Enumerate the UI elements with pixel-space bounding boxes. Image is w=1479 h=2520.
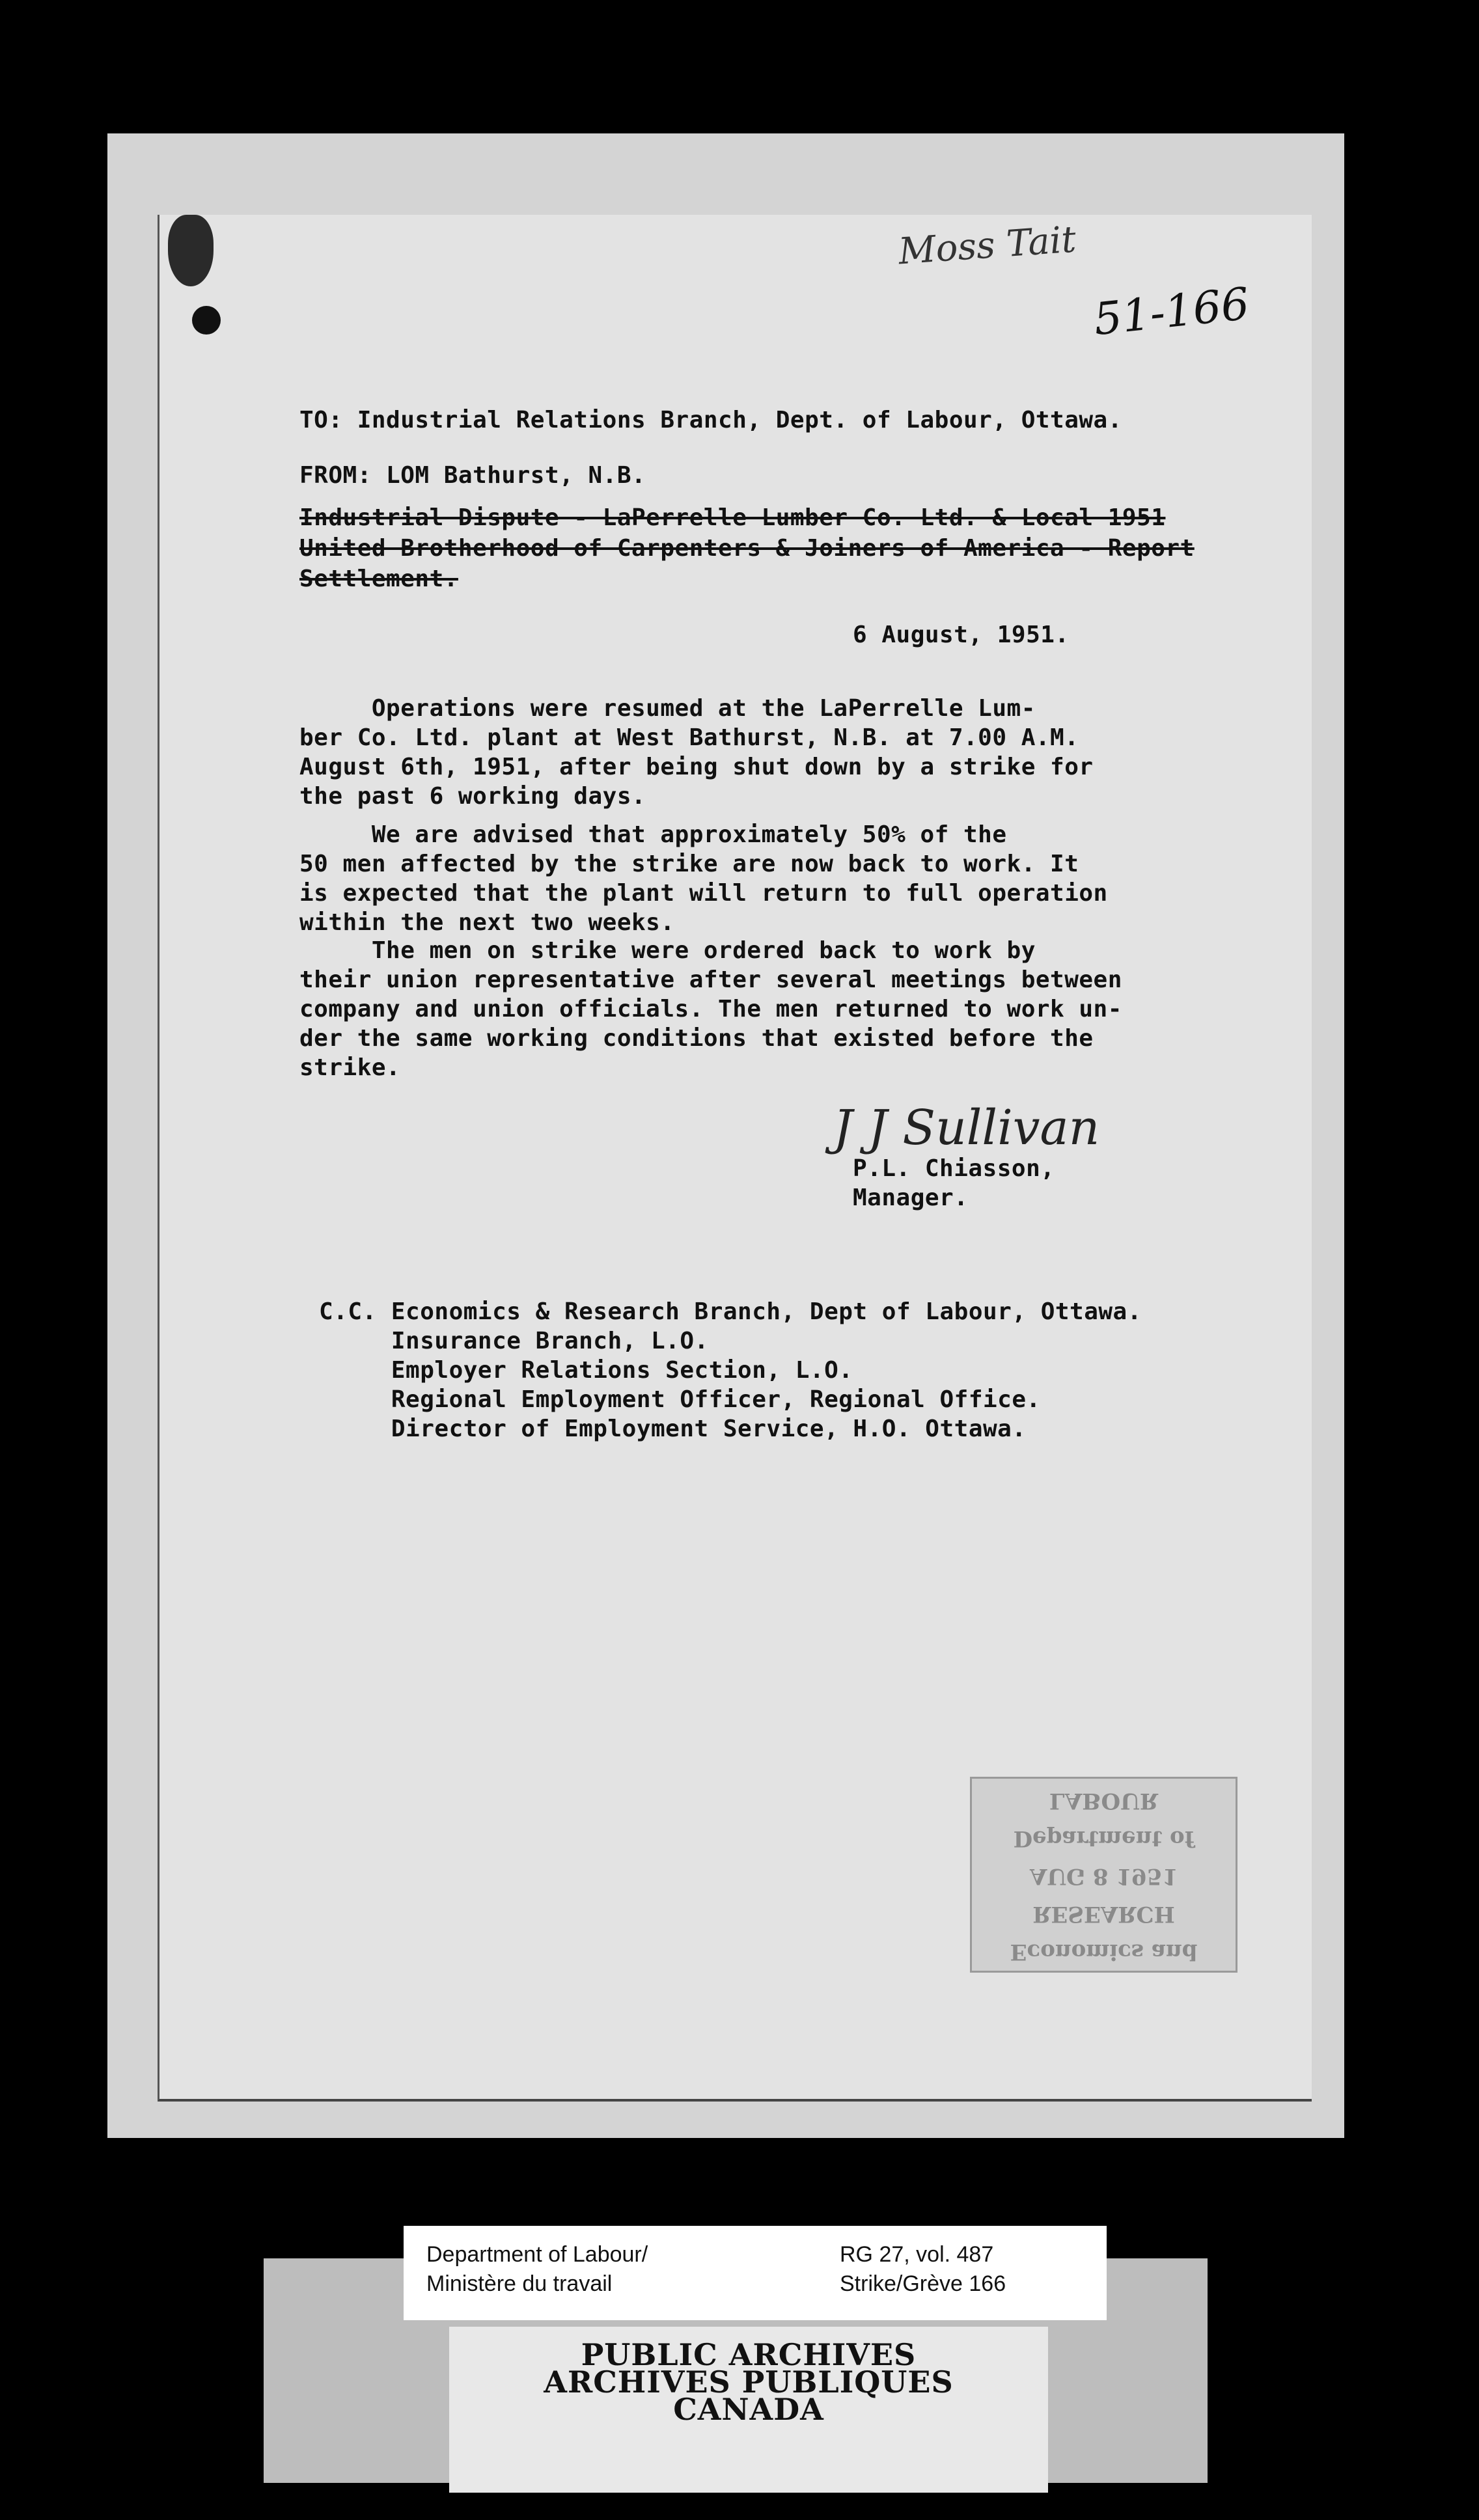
archives-line: ARCHIVES PUBLIQUES — [544, 2364, 954, 2400]
cc-line: Employer Relations Section, L.O. — [319, 1357, 853, 1384]
memo-to: TO: Industrial Relations Branch, Dept. of Labour, Ottawa. — [299, 407, 1122, 433]
reference-line: RG 27, vol. 487 — [840, 2242, 994, 2267]
cc-line: Director of Employment Service, H.O. Ottawa. — [319, 1416, 1027, 1442]
signer-title: Manager. — [853, 1185, 969, 1211]
punch-hole — [192, 306, 221, 335]
signature: J J Sullivan — [833, 1100, 1100, 1156]
body-line: 50 men affected by the strike are now back to work. It — [299, 851, 1079, 877]
body-line: is expected that the plant will return to full operation — [299, 880, 1108, 907]
cc-line: Insurance Branch, L.O. — [319, 1328, 709, 1354]
signer-name: P.L. Chiasson, — [853, 1155, 1055, 1182]
body-line: Operations were resumed at the LaPerrelle Lum- — [299, 695, 1036, 722]
body-line: ber Co. Ltd. plant at West Bathurst, N.B. at 7.00 A.M. — [299, 724, 1079, 751]
body-line: company and union officials. The men returned to work un- — [299, 996, 1122, 1022]
body-line: within the next two weeks. — [299, 909, 675, 936]
dept-line: Department of Labour/ — [426, 2242, 648, 2267]
reference-line: Strike/Grève 166 — [840, 2271, 1006, 2296]
memo-subject-line: Industrial Dispute - LaPerrelle Lumber Co. Ltd. & Local 1951 — [299, 504, 1166, 531]
body-line: We are advised that approximately 50% of the — [299, 821, 1007, 848]
stamp-line: Department of — [1013, 1826, 1195, 1852]
body-line: strike. — [299, 1054, 401, 1081]
body-line: The men on strike were ordered back to work by — [299, 937, 1036, 964]
archives-line: CANADA — [673, 2392, 824, 2427]
stamp-line: Economics and — [1010, 1939, 1198, 1965]
stamp-line: LABOUR — [1049, 1788, 1159, 1814]
body-line: der the same working conditions that existed before the — [299, 1025, 1094, 1052]
memo-date: 6 August, 1951. — [853, 622, 1070, 648]
memo-from: FROM: LOM Bathurst, N.B. — [299, 462, 646, 489]
cc-line: Regional Employment Officer, Regional Office. — [319, 1386, 1041, 1413]
public-archives-plate — [449, 2327, 1048, 2493]
memo-subject-line: Settlement. — [299, 566, 458, 592]
received-stamp — [970, 1777, 1237, 1973]
archive-reference-label — [404, 2226, 1107, 2320]
body-line: August 6th, 1951, after being shut down by a strike for — [299, 754, 1094, 780]
cc-line: C.C. Economics & Research Branch, Dept of Labour, Ottawa. — [319, 1298, 1142, 1325]
memo-subject-line: United Brotherhood of Carpenters & Joiners of America - Report — [299, 535, 1195, 562]
handwritten-name: Moss Tait — [897, 218, 1078, 273]
body-line: their union representative after several meetings between — [299, 966, 1122, 993]
stamp-line: AUG 8 1951 — [1029, 1863, 1178, 1889]
stamp-line: RESEARCH — [1032, 1901, 1175, 1927]
body-line: the past 6 working days. — [299, 783, 646, 810]
handwritten-file-number: 51-166 — [1091, 278, 1252, 346]
ink-smudge — [168, 215, 214, 286]
archives-line: PUBLIC ARCHIVES — [581, 2337, 917, 2372]
dept-line: Ministère du travail — [426, 2271, 613, 2296]
